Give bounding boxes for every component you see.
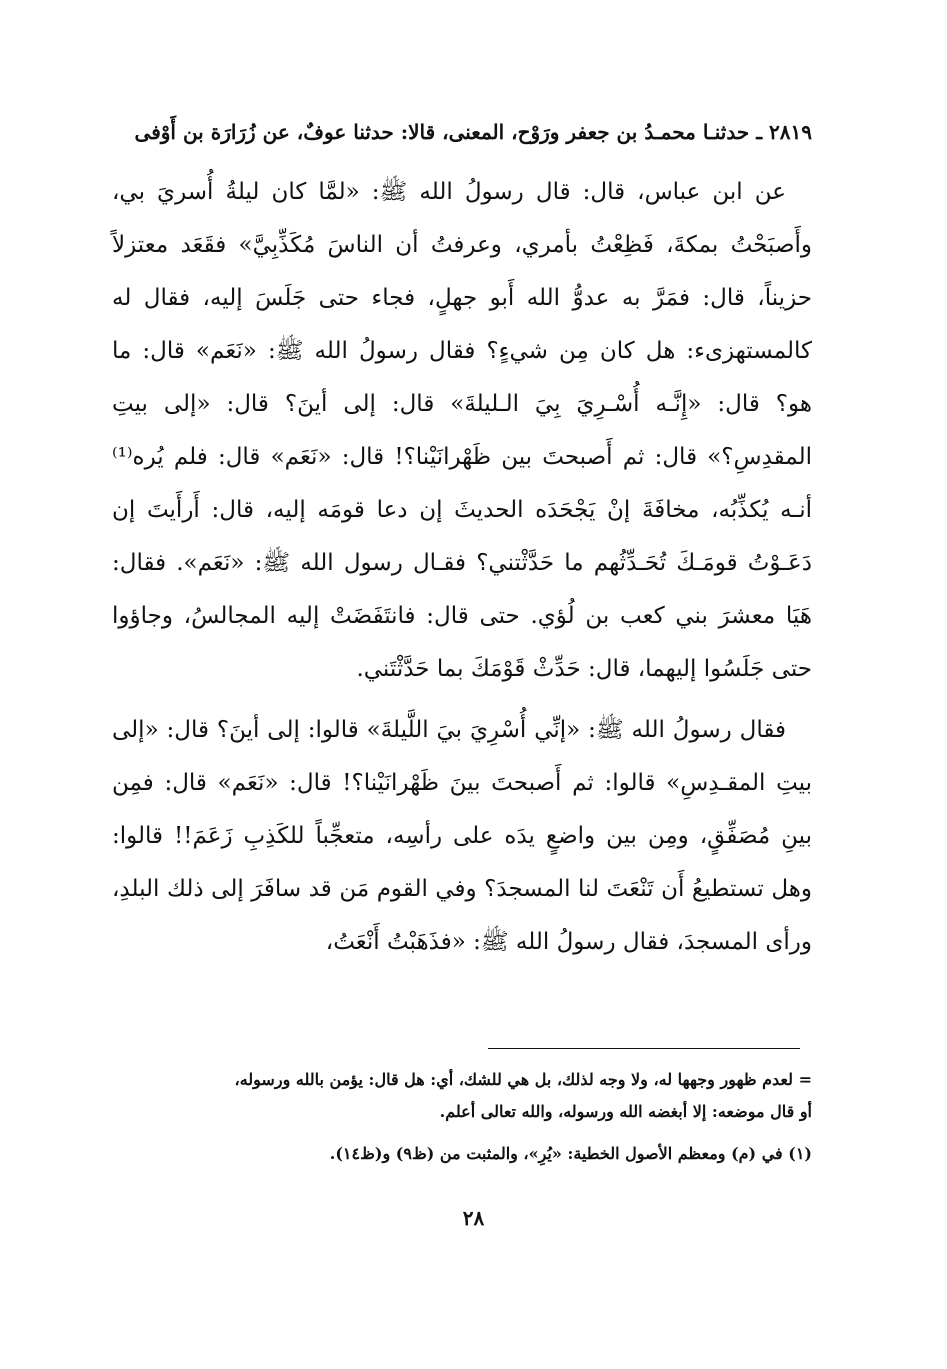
footnote-1: (١) في (م) ومعظم الأصول الخطية: «يُرِ»، والمثبت من (ظ٩) و(ظ١٤). <box>329 1144 812 1163</box>
footnote-continuation-line-1: = لعدم ظهور وجهها له، ولا وجه لذلك، بل هي للشك، أي: هل قال: يؤمن بالله ورسوله، <box>234 1070 812 1089</box>
hadith-number: ٢٨١٩ <box>769 120 812 144</box>
footnotes <box>112 1064 812 1170</box>
main-text <box>112 112 812 977</box>
footnote-separator <box>488 1048 800 1049</box>
page-number: ٢٨ <box>462 1206 485 1230</box>
hadith-paragraph-2: فقال رسولُ الله ﷺ: «إنِّي أُسْرِيَ بيَ اللَّيلةَ» قالوا: إلى أينَ؟ قال: «إلى بيتِ المقـدِسِ» قالوا: ثم أَصبحتَ بينَ ظَهْرانَيْنا؟! قال: «نَعَم» قال: فمِن بينِ مُصَفِّقٍ، ومِن بين واضعٍ يدَه على رأسِه، متعجِّباً للكَذِبِ زَعَمَ!! قالوا: وهل تستطيعُ أَن تَنْعَتَ لنا المسجدَ؟ وفي القوم مَن قد سافَرَ إلى ذلك البلدِ، ورأى المسجدَ، فقال رسولُ الله ﷺ: «فذَهَبْتُ أَنْعَتُ، <box>112 717 812 955</box>
hadith-paragraph-1: عن ابن عباس، قال: قال رسولُ الله ﷺ: «لمَّا كان ليلةُ أُسريَ بي، وأَصبَحْتُ بمكةَ، فَظِعْتُ بأمري، وعرفتُ أن الناسَ مُكَذِّبِيَّ» فقَعَد معتزلاً حزيناً، قال: فمَرَّ به عدوُّ الله أَبو جهلٍ، فجاء حتى جَلَسَ إليه، فقال له كالمستهزىء: هل كان مِن شيءٍ؟ فقال رسولُ الله ﷺ: «نَعَم» قال: ما هو؟ قال: «إِنَّـه أُسْـرِيَ بِيَ الـليلةَ» قال: إلى أينَ؟ قال: «إلى بيتِ المقدِسِ؟» قال: ثم أَصبحتَ بين ظَهْرانَيْنا؟! قال: «نَعَم» قال: فلم يُره⁽¹⁾ أنـه يُكذِّبُه، مخافَةَ إنْ يَجْحَدَه الحديثَ إن دعا قومَه إليه، قال: أَرأَيتَ إن دَعَـوْتُ قومَـكَ تُحَـدِّثُهم ما حَدَّثْتني؟ فقـال رسول الله ﷺ: «نَعَم». فقال: هَيَا معشرَ بني كعب بن لُؤي. حتى قال: فانتَفَضَتْ إليه المجالسُ، وجاؤوا حتى جَلَسُوا إليهما، قال: حَدِّثْ قَوْمَكَ بما حَدَّثْتَني. <box>112 179 812 682</box>
footnote-continuation-line-2: أو قال موضعه: إلا أبغضه الله ورسوله، والله تعالى أعلم. <box>439 1102 812 1121</box>
isnad-text: ـ حدثنـا محمـدُ بن جعفر ورَوْح، المعنى، قالا: حدثنا عوفٌ، عن زُرَارَة بن أَوْفى <box>134 120 763 144</box>
isnad-line <box>112 112 812 152</box>
